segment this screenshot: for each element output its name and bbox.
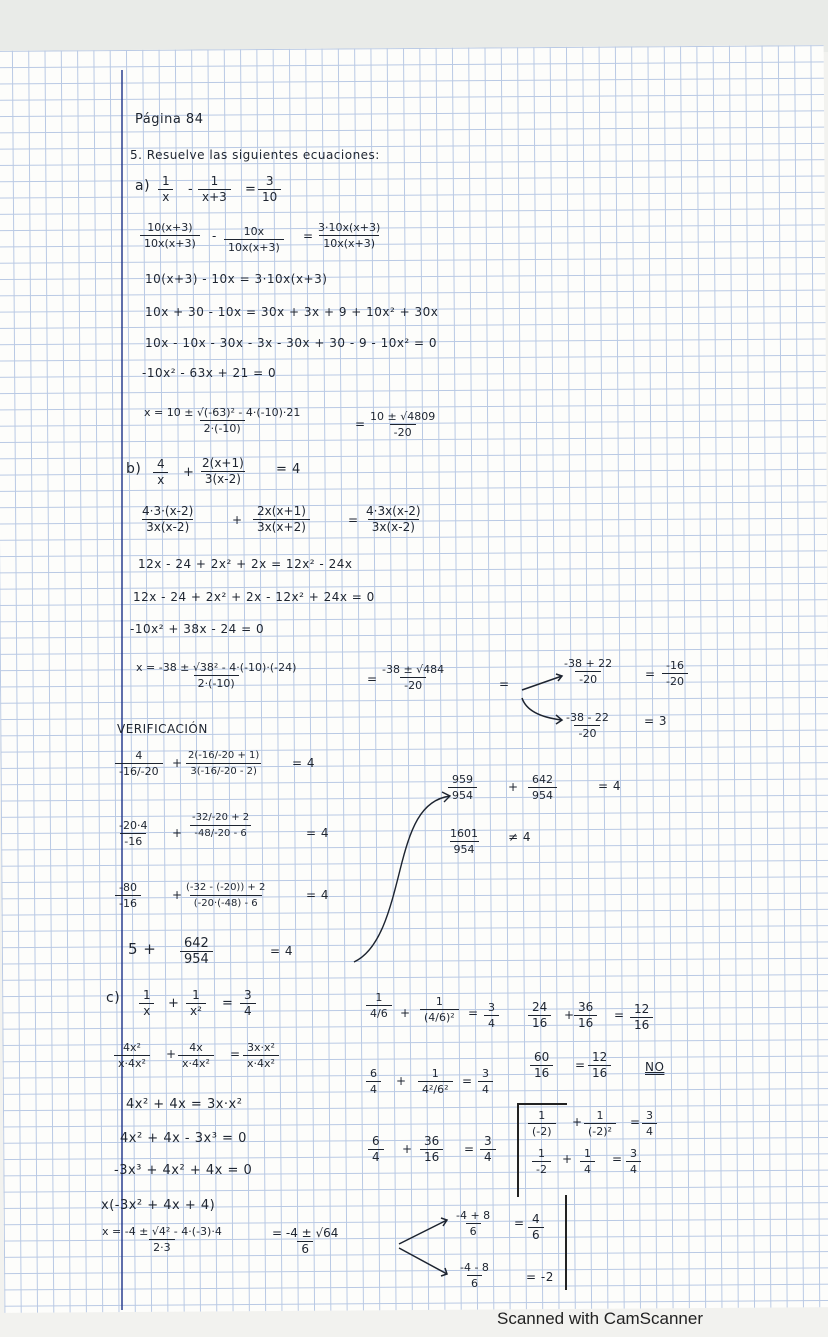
numerator: -38 ± √484 <box>382 663 445 676</box>
numerator: -4 + 8 <box>456 1209 491 1222</box>
verification-4-result: = 4 <box>270 944 294 958</box>
part-c-check-3-a <box>368 1134 384 1165</box>
plus-sign: + <box>166 1047 177 1061</box>
numerator: 1 <box>538 1109 546 1122</box>
denominator: 4 <box>580 1161 595 1177</box>
denominator: x+3 <box>198 189 231 205</box>
numerator: 1601 <box>450 827 478 840</box>
equals-sign: = <box>575 1058 586 1072</box>
plus-sign: + <box>572 1115 583 1129</box>
numerator: 4·3x(x-2) <box>366 504 421 518</box>
part-c-line-5: x(-3x² + 4x + 4) <box>101 1198 216 1213</box>
denominator: x <box>153 472 168 488</box>
plus-sign: + <box>508 780 519 794</box>
verification-1-result: = 4 <box>292 756 316 770</box>
verification-heading: VERIFICACIÓN <box>117 722 208 736</box>
exercise-heading: 5. Resuelve las siguientes ecuaciones: <box>130 148 380 162</box>
denominator: x <box>158 189 173 205</box>
denominator: x² <box>186 1003 206 1019</box>
numerator: 10(x+3) <box>147 221 193 234</box>
numerator: -80 <box>119 881 137 894</box>
denominator: 10x(x+3) <box>140 235 200 251</box>
plus-sign: + <box>400 1006 411 1020</box>
verification-4-whole: 5 + <box>128 940 157 958</box>
numerator: 12 <box>592 1050 608 1064</box>
numerator: 6 <box>370 1067 377 1080</box>
part-b-line-2: 12x - 24 + 2x² + 2x = 12x² - 24x <box>138 557 353 571</box>
numerator: 60 <box>534 1050 550 1064</box>
verification-right-b <box>528 772 557 803</box>
part-c-check-7-b <box>580 1146 595 1177</box>
part-c-step1-a <box>114 1040 150 1071</box>
part-b-solution-1-result <box>662 658 688 689</box>
numerator: 4 <box>532 1212 540 1226</box>
solution-branch-arrows <box>395 1214 455 1284</box>
numerator: -38 + 22 <box>564 657 613 670</box>
part-c-check-4-result <box>630 1002 653 1033</box>
denominator: -20 <box>390 424 416 440</box>
part-c-formula-result <box>268 1226 342 1257</box>
numerator: -4 - 8 <box>460 1261 489 1274</box>
numerator: 1 <box>537 1147 545 1160</box>
part-b-step1-b <box>253 504 310 535</box>
part-a-step1-c <box>314 220 384 251</box>
denominator: x·4x² <box>114 1055 150 1071</box>
numerator: 4 <box>157 457 165 471</box>
plus-sign: + <box>562 1152 573 1166</box>
denominator: 954 <box>448 787 477 803</box>
numerator: 2x(x+1) <box>257 504 306 518</box>
numerator: 4 <box>135 749 143 762</box>
part-c-solution-1-result <box>528 1212 544 1243</box>
part-c-check-2-result <box>478 1066 493 1097</box>
part-a-fraction-3 <box>258 174 281 205</box>
plus-sign: + <box>564 1008 575 1022</box>
part-c-check-4-b <box>574 1000 597 1031</box>
part-a-label: a) <box>135 178 151 194</box>
part-c-fraction-3 <box>240 988 256 1019</box>
numerator: 12 <box>634 1002 650 1016</box>
numerator: -32/-20 + 2 <box>192 812 250 823</box>
plus-sign: + <box>396 1074 407 1088</box>
part-b-equation-rhs: = 4 <box>276 462 301 477</box>
minus-sign: - <box>188 182 194 197</box>
part-a-fraction-2 <box>198 174 231 205</box>
denominator: 4 <box>478 1081 493 1097</box>
numerator: 2(x+1) <box>202 456 244 470</box>
part-c-check-1-a <box>366 990 392 1021</box>
plus-sign: + <box>183 465 195 480</box>
part-a-step1-b <box>224 224 284 255</box>
numerator: 3 <box>244 988 252 1002</box>
denominator: 4 <box>626 1161 641 1177</box>
numerator: (-32 - (-20)) + 2 <box>186 882 266 893</box>
denominator: -20 <box>662 673 688 689</box>
verification-2-result: = 4 <box>306 826 330 840</box>
margin-line <box>121 70 123 1310</box>
desk-background <box>0 0 828 52</box>
denominator: 16 <box>574 1015 597 1031</box>
numerator: 959 <box>452 773 473 786</box>
verification-3-a <box>115 880 141 911</box>
plus-sign: + <box>172 756 183 770</box>
numerator: 1 <box>375 991 383 1004</box>
equals-sign: = <box>464 1142 475 1156</box>
denominator: 4 <box>480 1149 496 1165</box>
denominator: 3x(x+2) <box>253 519 310 535</box>
minus-sign: - <box>212 229 217 243</box>
denominator: -2 <box>532 1161 551 1177</box>
continuation-curve <box>350 790 460 970</box>
denominator: 16 <box>420 1149 443 1165</box>
numerator: 36 <box>578 1000 594 1014</box>
equals-sign: = <box>645 667 656 681</box>
denominator: 4 <box>368 1149 384 1165</box>
denominator: x·4x² <box>243 1055 279 1071</box>
part-b-solution-2-result: = 3 <box>644 714 668 728</box>
part-c-check-4-a <box>528 1000 551 1031</box>
part-c-check-2-a <box>366 1066 381 1097</box>
numerator: 1 <box>143 988 151 1002</box>
part-b-line-3: 12x - 24 + 2x² + 2x - 12x² + 24x = 0 <box>133 590 375 604</box>
denominator: -48/-20 - 6 <box>190 825 250 841</box>
part-c-check-6-result <box>642 1108 657 1139</box>
part-c-check-5-result <box>588 1050 611 1081</box>
part-c-check-1-b <box>420 994 459 1025</box>
denominator: 954 <box>528 787 557 803</box>
part-c-check-verdict: NO <box>645 1060 665 1074</box>
part-c-check-7-result <box>626 1146 641 1177</box>
plus-sign: + <box>168 996 180 1011</box>
part-c-line-3: 4x² + 4x - 3x³ = 0 <box>120 1131 247 1146</box>
numerator: 36 <box>424 1134 440 1148</box>
numerator: 4x <box>189 1041 203 1054</box>
denominator: 10x(x+3) <box>319 235 379 251</box>
plus-sign: + <box>402 1142 413 1156</box>
numerator: 1 <box>435 995 443 1008</box>
part-c-line-2: 4x² + 4x = 3x·x² <box>126 1097 243 1112</box>
denominator: 10 <box>258 189 281 205</box>
page-title: Página 84 <box>135 112 204 127</box>
denominator: 16 <box>630 1017 653 1033</box>
denominator: 2·(-10) <box>200 420 245 436</box>
denominator: 2·(-10) <box>194 675 239 691</box>
check-box-frame-edge <box>565 1195 567 1290</box>
equals-sign: = <box>514 1216 525 1230</box>
part-c-check-3-b <box>420 1134 443 1165</box>
verification-right-sum <box>446 826 482 857</box>
part-a-step1-a <box>140 220 200 251</box>
part-c-check-6-b <box>584 1108 616 1139</box>
numerator: x = -4 ± √4² - 4·(-3)·4 <box>102 1225 222 1238</box>
denominator: -20 <box>400 677 426 693</box>
part-c-fraction-2 <box>186 988 206 1019</box>
numerator: = -4 ± √64 <box>272 1226 339 1240</box>
equals-sign: = <box>245 182 257 197</box>
part-b-step1-a <box>138 504 197 535</box>
denominator: -16/-20 <box>115 763 163 779</box>
part-a-line-2: 10(x+3) - 10x = 3·10x(x+3) <box>145 272 328 286</box>
denominator: 2·3 <box>149 1239 175 1255</box>
numerator: 3 <box>630 1147 637 1160</box>
numerator: 10x <box>243 225 265 238</box>
part-c-check-3-result <box>480 1134 496 1165</box>
part-b-solution-1 <box>560 656 616 687</box>
denominator: 16 <box>588 1065 611 1081</box>
part-a-formula-result <box>366 409 439 440</box>
numerator: 1 <box>192 988 200 1002</box>
denominator: x <box>139 1003 154 1019</box>
numerator: 2(-16/-20 + 1) <box>188 750 260 761</box>
equals-sign: = <box>468 1006 479 1020</box>
verification-right-a <box>448 772 477 803</box>
numerator: 3·10x(x+3) <box>318 221 381 234</box>
verification-2-b <box>188 810 253 841</box>
denominator: 4/6 <box>366 1005 392 1021</box>
verification-1-a <box>115 748 163 779</box>
part-c-step1-b <box>178 1040 214 1071</box>
numerator: 1 <box>431 1067 439 1080</box>
verification-3-b <box>182 880 269 911</box>
denominator: (-20·(-48) - 6 <box>190 895 262 911</box>
denominator: 3x(x-2) <box>142 519 193 535</box>
part-c-line-4: -3x³ + 4x² + 4x = 0 <box>114 1163 253 1178</box>
part-c-fraction-1 <box>139 988 155 1019</box>
denominator: 4²/6² <box>418 1081 453 1097</box>
equals-sign: = <box>612 1152 623 1166</box>
denominator: 3x(x-2) <box>368 519 419 535</box>
numerator: 642 <box>184 936 209 951</box>
numerator: -38 - 22 <box>566 711 609 724</box>
numerator: 4x² <box>123 1041 141 1054</box>
equals-sign: = <box>614 1008 625 1022</box>
numerator: 3 <box>482 1067 489 1080</box>
denominator: -20 <box>575 671 601 687</box>
numerator: 4·3·(x-2) <box>142 504 194 518</box>
part-c-check-6-a <box>528 1108 556 1139</box>
equals-sign: = <box>355 417 366 431</box>
denominator: 16 <box>530 1065 553 1081</box>
denominator: 4 <box>484 1015 499 1031</box>
numerator: 1 <box>210 174 219 188</box>
numerator: 3 <box>646 1109 653 1122</box>
numerator: 24 <box>532 1000 548 1014</box>
equals-sign: = <box>348 513 359 527</box>
part-b-fraction-1 <box>153 457 169 488</box>
numerator: 10 ± √4809 <box>370 410 436 423</box>
part-b-label: b) <box>126 461 142 477</box>
denominator: (-2) <box>528 1123 556 1139</box>
part-a-fraction-1 <box>158 174 174 205</box>
denominator: 4 <box>366 1081 381 1097</box>
denominator: 6 <box>466 1223 481 1239</box>
part-c-check-1-result <box>484 1000 499 1031</box>
verification-2-a <box>115 818 151 849</box>
equals-sign: = <box>230 1047 241 1061</box>
numerator: -20·4 <box>119 819 148 832</box>
denominator: 16 <box>528 1015 551 1031</box>
verification-right-result: = 4 <box>598 779 622 793</box>
denominator: 6 <box>297 1241 313 1257</box>
equals-sign: = <box>222 996 234 1011</box>
part-b-step1-c <box>362 504 425 535</box>
equals-sign: = <box>303 229 314 243</box>
verification-right-sum-result: ≠ 4 <box>508 830 532 844</box>
numerator: x = 10 ± √(-63)² - 4·(-10)·21 <box>144 406 301 419</box>
numerator: 1 <box>596 1109 604 1122</box>
equals-sign: = <box>499 677 510 691</box>
part-c-check-7-a <box>532 1146 551 1177</box>
denominator: 6 <box>528 1227 544 1243</box>
part-c-quadratic-formula <box>98 1224 226 1255</box>
scanner-watermark: Scanned with CamScanner <box>497 1309 704 1328</box>
denominator: x·4x² <box>178 1055 214 1071</box>
part-c-check-5-a <box>530 1050 553 1081</box>
verification-1-b <box>184 748 263 779</box>
part-b-quadratic-formula <box>132 660 300 691</box>
part-c-check-2-b <box>418 1066 453 1097</box>
denominator: 3(x-2) <box>201 471 245 487</box>
part-c-solution-2-result: = -2 <box>526 1270 554 1284</box>
denominator: (-2)² <box>584 1123 616 1139</box>
plus-sign: + <box>172 826 183 840</box>
numerator: 642 <box>532 773 553 786</box>
denominator: 4 <box>240 1003 256 1019</box>
numerator: 1 <box>584 1147 591 1160</box>
denominator: 954 <box>450 841 479 857</box>
numerator: 6 <box>372 1134 380 1148</box>
equals-sign: = <box>462 1074 473 1088</box>
numerator: -16 <box>666 659 684 672</box>
numerator: 3x·x² <box>247 1041 275 1054</box>
denominator: -20 <box>574 725 600 741</box>
denominator: -16 <box>120 833 146 849</box>
part-b-line-4: -10x² + 38x - 24 = 0 <box>130 622 265 636</box>
part-b-fraction-2 <box>198 456 248 487</box>
plus-sign: + <box>172 888 183 902</box>
part-a-line-5: -10x² - 63x + 21 = 0 <box>142 366 277 380</box>
numerator: 3 <box>484 1134 492 1148</box>
numerator: 3 <box>265 174 274 188</box>
denominator: (4/6)² <box>420 1009 459 1025</box>
numerator: 3 <box>488 1001 495 1014</box>
denominator: 954 <box>180 951 213 967</box>
denominator: -16 <box>115 895 141 911</box>
part-a-quadratic-formula <box>140 405 304 436</box>
part-c-step1-c <box>243 1040 279 1071</box>
denominator: 10x(x+3) <box>224 239 284 255</box>
denominator: 6 <box>467 1275 482 1291</box>
part-c-solution-2 <box>456 1260 493 1291</box>
equals-sign: = <box>630 1115 641 1129</box>
plus-sign: + <box>232 513 243 527</box>
part-a-line-4: 10x - 10x - 30x - 3x - 30x + 30 - 9 - 10x² = 0 <box>145 336 438 350</box>
denominator: 3(-16/-20 - 2) <box>186 763 261 779</box>
part-a-line-3: 10x + 30 - 10x = 30x + 3x + 9 + 10x² + 30x <box>145 305 439 319</box>
equals-sign: = <box>367 672 378 686</box>
denominator: 4 <box>642 1123 657 1139</box>
part-c-solution-1 <box>452 1208 494 1239</box>
part-b-formula-result <box>378 662 448 693</box>
part-b-solution-2 <box>562 710 613 741</box>
numerator: 1 <box>162 174 170 188</box>
numerator: x = -38 ± √38² - 4·(-10)·(-24) <box>136 661 297 674</box>
part-c-label: c) <box>106 990 121 1006</box>
verification-3-result: = 4 <box>306 888 330 902</box>
verification-4-fraction <box>180 936 213 967</box>
